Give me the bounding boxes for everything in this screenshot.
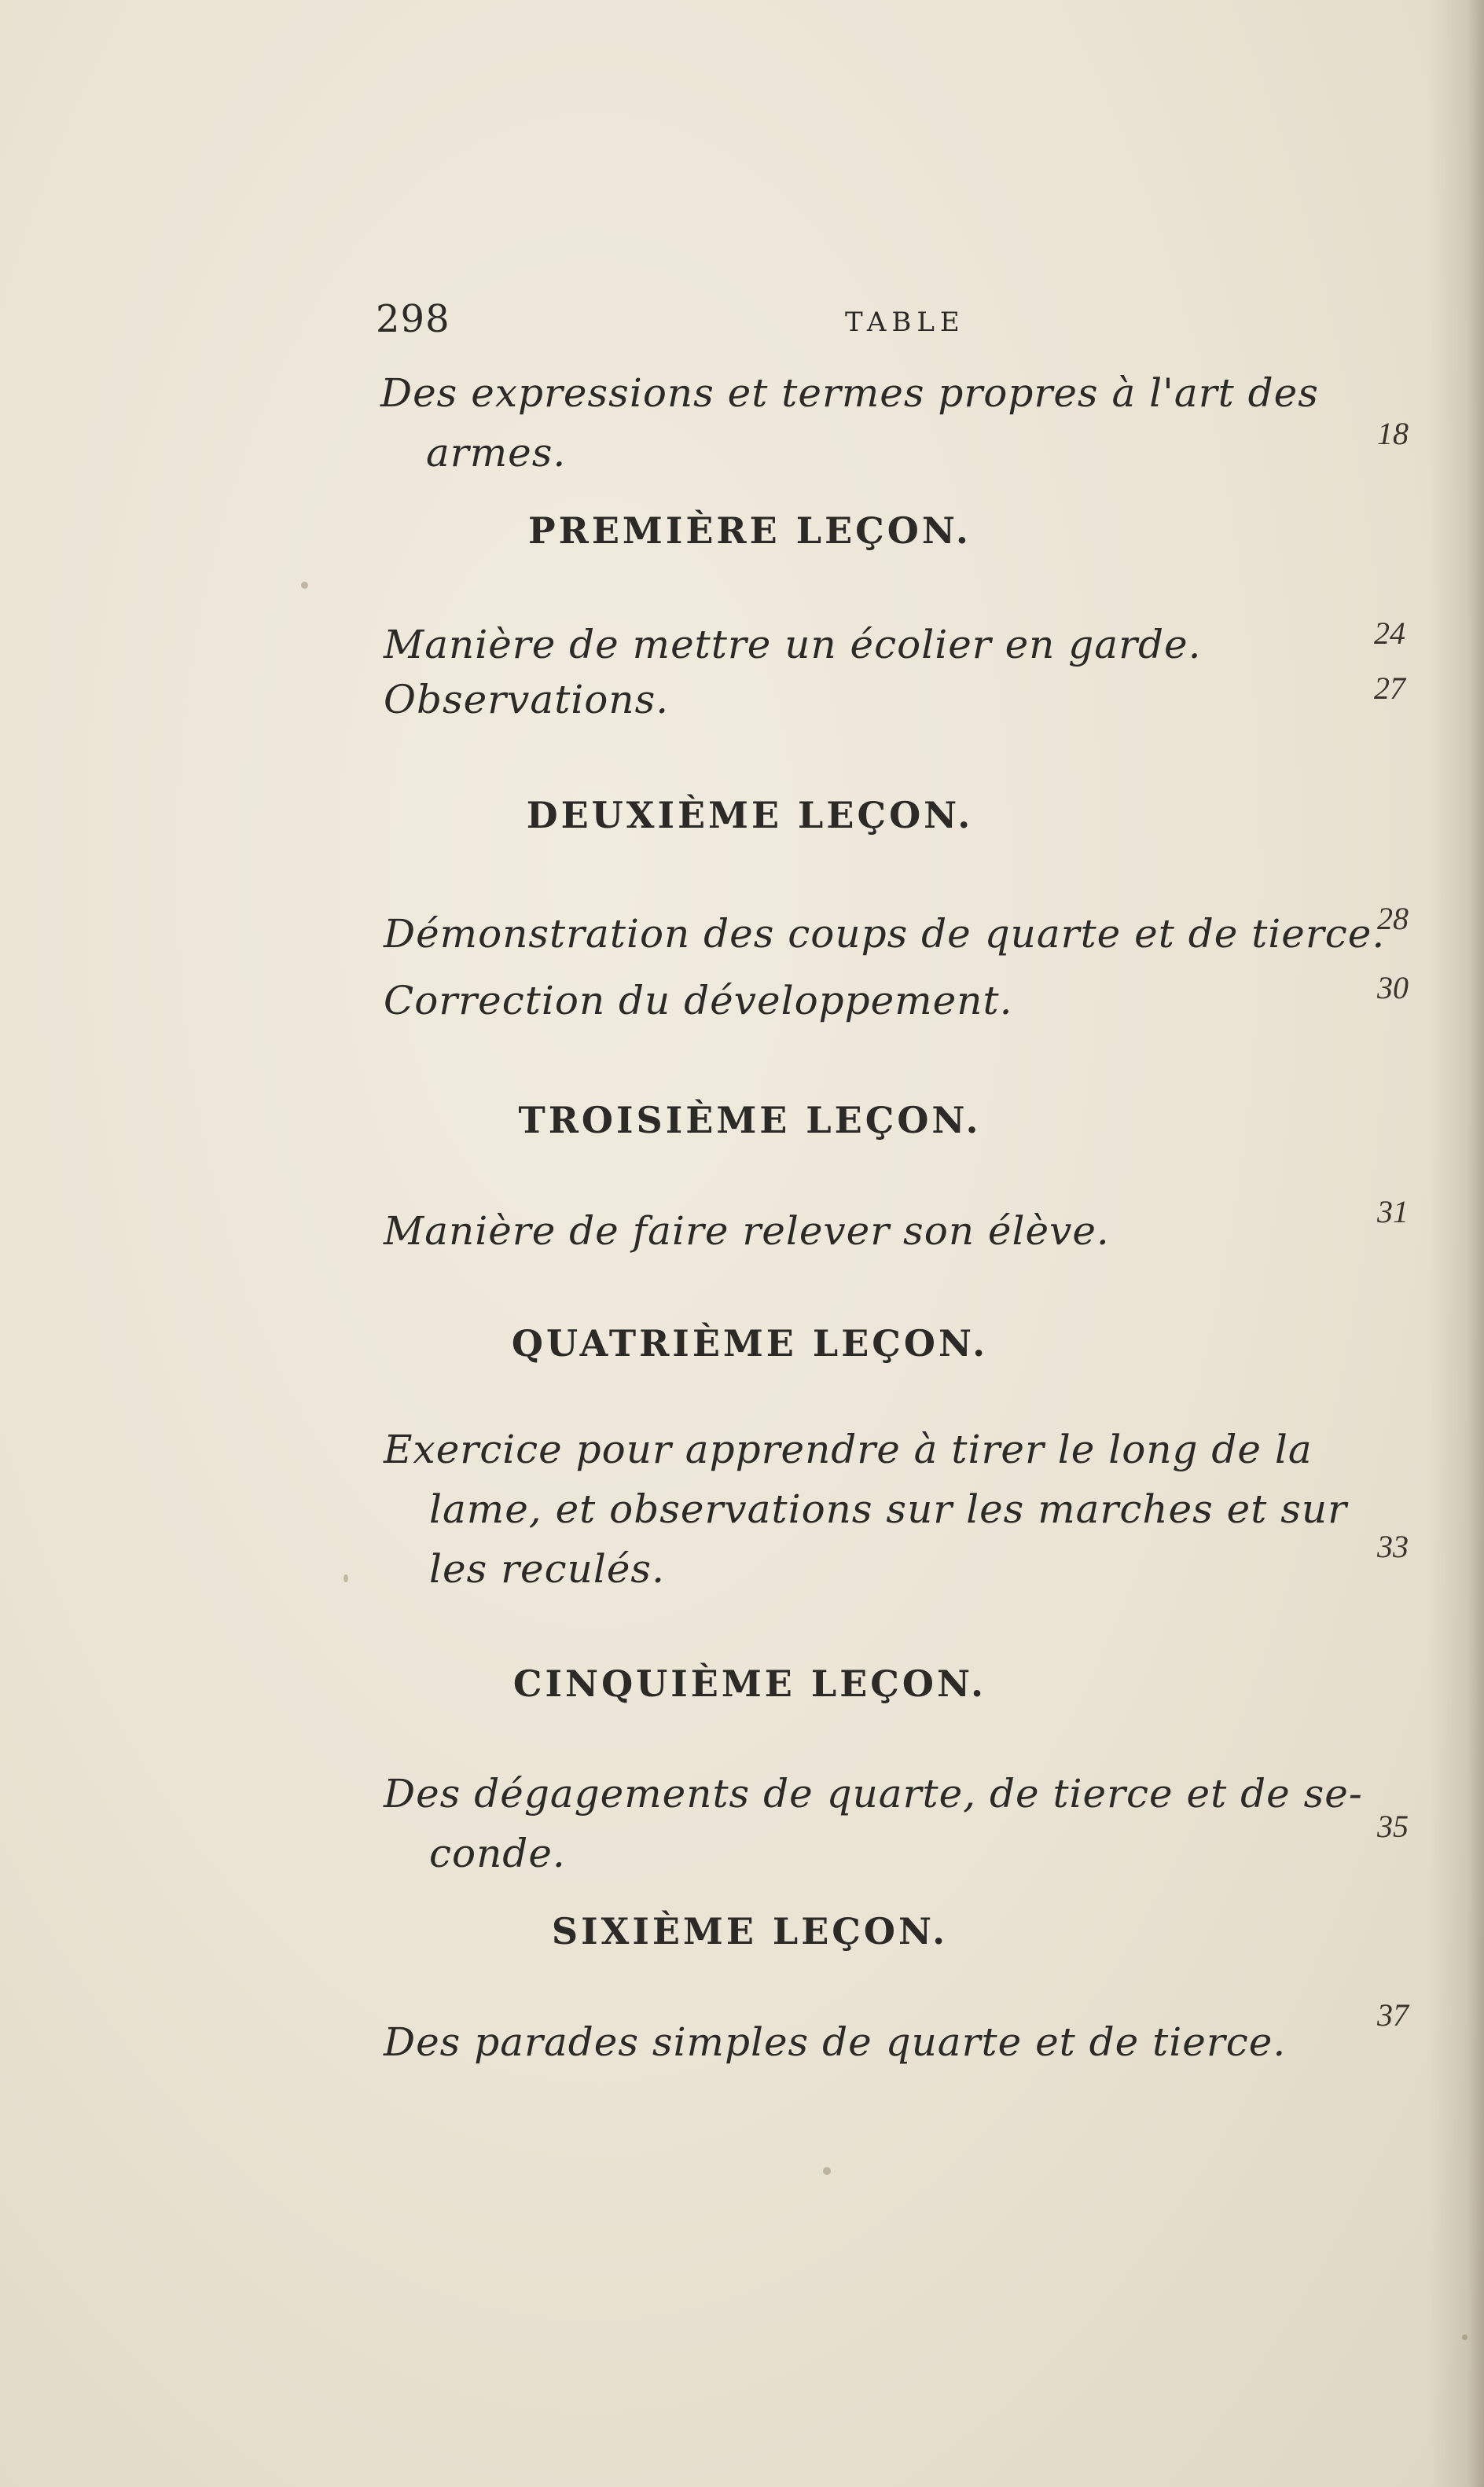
ink-spot [301, 582, 308, 589]
entry-text-line: Des dégagements de quarte, de tierce et de se- [384, 1771, 1363, 1817]
entry-text-line: Des parades simples de quarte et de tierce. [384, 2019, 1287, 2065]
toc-entry-degagements[interactable] [384, 1764, 1363, 1883]
entry-page-number: 35 [1377, 1809, 1409, 1844]
ink-spot [343, 1574, 348, 1582]
ink-spot [1462, 2335, 1467, 2340]
section-heading-premiere-lecon: PREMIÈRE LEÇON. [528, 509, 972, 552]
page-edge-shadow [1429, 0, 1484, 2487]
entry-page-number: 30 [1377, 970, 1409, 1005]
section-heading-troisieme-lecon: TROISIÈME LEÇON. [518, 1099, 982, 1141]
running-page-number: 298 [376, 297, 450, 341]
entry-text-line: Manière de faire relever son élève. [384, 1208, 1110, 1254]
toc-entry-mettre-en-garde[interactable] [384, 615, 1202, 674]
entry-page-number: 28 [1377, 901, 1409, 936]
entry-text-line: Observations. [384, 677, 670, 722]
toc-entry-observations[interactable] [384, 670, 669, 729]
entry-page-number: 31 [1377, 1194, 1409, 1229]
toc-entry-correction-developpement[interactable] [384, 971, 1012, 1030]
entry-page-number: 33 [1377, 1529, 1409, 1564]
section-heading-sixieme-lecon: SIXIÈME LEÇON. [551, 1910, 949, 1952]
entry-text-line: Manière de mettre un écolier en garde. [384, 622, 1202, 667]
running-title: TABLE [845, 307, 965, 338]
toc-entry-coups-de-quarte-et-tierce[interactable] [384, 904, 1385, 964]
entry-page-number: 37 [1377, 1997, 1409, 2033]
entry-text-line: Des expressions et termes propres à l'art des [380, 370, 1319, 416]
toc-entry-faire-relever-eleve[interactable] [384, 1201, 1110, 1261]
toc-entry-art-des-armes[interactable] [380, 363, 1319, 483]
toc-entry-parades-simples[interactable] [384, 2012, 1286, 2072]
ink-spot [823, 2167, 831, 2175]
entry-page-number: 18 [1377, 416, 1409, 451]
section-heading-cinquieme-lecon: CINQUIÈME LEÇON. [512, 1662, 987, 1705]
entry-text-line: les reculés. [429, 1546, 665, 1592]
entry-text-line: lame, et observations sur les marches et sur [429, 1486, 1348, 1532]
entry-text-line: armes. [426, 430, 567, 476]
section-heading-deuxieme-lecon: DEUXIÈME LEÇON. [526, 794, 974, 836]
entry-page-number: 27 [1374, 670, 1405, 706]
entry-text-line: Exercice pour apprendre à tirer le long de la [384, 1427, 1313, 1472]
entry-text-line: conde. [429, 1831, 566, 1876]
entry-text-line: Démonstration des coups de quarte et de tierce. [384, 911, 1386, 957]
toc-entry-tirer-le-long-de-la-lame[interactable] [384, 1420, 1347, 1599]
section-heading-quatrieme-lecon: QUATRIÈME LEÇON. [511, 1322, 989, 1365]
entry-page-number: 24 [1374, 615, 1405, 651]
entry-text-line: Correction du développement. [384, 978, 1013, 1023]
